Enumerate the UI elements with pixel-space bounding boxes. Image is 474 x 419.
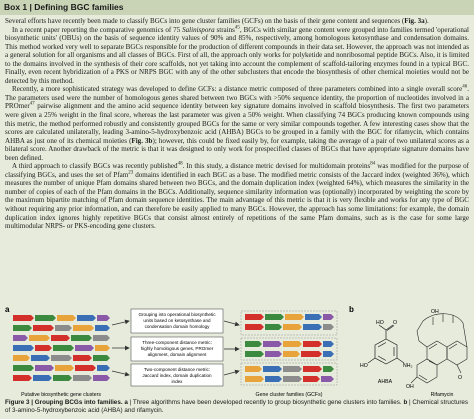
flow-arrow (112, 321, 129, 325)
gene-cluster-row (245, 314, 334, 320)
gene-arrow (71, 335, 92, 341)
panel-a-label: a (5, 305, 10, 314)
svg-text:Jaccard index, domain duplicat: Jaccard index, domain duplication (142, 373, 212, 378)
gene-arrow (13, 355, 30, 361)
gene-arrow (93, 335, 110, 341)
gene-arrow (35, 345, 52, 351)
gene-cluster-row (13, 375, 110, 381)
gene-arrow (53, 375, 72, 381)
gene-arrow (13, 335, 28, 341)
gene-arrow (13, 365, 34, 371)
gene-cluster-row (13, 345, 110, 351)
gene-cluster-row (245, 341, 334, 347)
rifamycin-structure (411, 314, 467, 383)
flow-arrow (224, 371, 239, 375)
svg-text:index: index (171, 379, 183, 384)
paragraph-3: Recently, a more sophisticated strategy was developed to define GCFs: a distance metric composed of three parameters combined into a single overall score$^{46}$. The parameters used were the number of homologous genes shared between two BGCs with >50% sequence identity, the proportion of nucleotides involved in a PROmer$^{47}$ pairwise alignment and the amino acid sequence identity between key signature domains involved in scaffold biosynthesis. The first two parameters were given a 25% weight in the final score, whereas the last parameter was given a 50% weight. When classifying 74 BGCs producing known compounds using this metric, the method performed robustly and consistently grouped BGCs for the same or very similar compounds together. A few interesting cases show that the scores are calculated unilaterally, leading 3-amino-5-hydroxybenzoic acid (AHBA) BGCs to be grouped in a family with the BGC for rifamycin, which contains AHBA as just one of its chemical moieties (Fig. 3b); however, this could be fixed easily by, for example, taking the average of a pair of two unilateral scores as a bilateral score. Another drawback of the metric is that it was designed to only work for prespecified classes of BGCs that have appropriate signature domains have been defined. (5, 85, 469, 162)
gene-cluster-families (241, 311, 337, 385)
gene-arrow (53, 345, 74, 351)
svg-text:alignment, domain alignment: alignment, domain alignment (147, 352, 207, 357)
gcf-label: Gene cluster families (GCFs) (255, 392, 323, 398)
figure-reference[interactable]: Fig. 3b (131, 136, 153, 145)
gene-arrow (13, 345, 34, 351)
box-body-text (5, 17, 469, 231)
gene-arrow (33, 375, 52, 381)
gene-arrow (55, 365, 74, 371)
gene-cluster-row (13, 355, 110, 361)
ahba-label: AHBA (377, 379, 393, 385)
caption-a-text: | Three algorithms have been developed recently to group biosynthetic gene clusters into families. (127, 399, 402, 406)
gene-arrow (51, 355, 72, 361)
gene-arrow (97, 315, 110, 321)
gene-arrow (31, 355, 50, 361)
box-header: Box 1 | Defining BGC families (0, 0, 474, 15)
method-box-three-component (131, 337, 223, 361)
gene-cluster-row (13, 315, 110, 321)
gene-arrow (75, 365, 96, 371)
svg-text:Two-component distance metric:: Two-component distance metric: (143, 367, 211, 372)
gene-cluster-row (245, 376, 334, 382)
panel-b-label: b (349, 305, 354, 314)
gene-arrow (35, 315, 56, 321)
citation[interactable]: 47 (29, 102, 35, 108)
caption-lead: Figure 3 | Grouping BCGs into families. (5, 399, 123, 406)
citation[interactable]: 84 (370, 161, 376, 167)
svg-text:Grouping into operational bios: Grouping into operational biosynthetic (138, 312, 216, 317)
ahba-oh-label: HO (376, 320, 384, 326)
gene-arrow (77, 315, 96, 321)
gene-arrow (95, 325, 110, 331)
gene-arrow (57, 315, 76, 321)
method-box-obu (131, 309, 223, 333)
flow-arrow (224, 321, 239, 325)
gene-cluster-row (245, 366, 334, 372)
caption-a-label: a (124, 399, 128, 406)
method-box-two-component (131, 364, 223, 386)
gene-arrow (51, 335, 70, 341)
gene-arrow (13, 325, 32, 331)
gene-arrow (55, 325, 72, 331)
paragraph-4: A third approach to classify BGCs was recently published$^{48}$. In this study, a distance metric devised for multidomain proteins$^{84}$ was modified for the purpose of classifying BGCs, and uses the set of Pfam$^{23}$ domains identified in each BGC as a base. The modified metric consists of the Jaccard index (weighted 36%), which measures the number of unique Pfam domains shared between two BGCs, and the domain duplication index (weighted 64%), which measures the similarity in the number of copies of each of the Pfam domains in the BGCs. Additionally, sequence similarity information was (optionally) incorporated by weighting the score by the maximum bipartite matching of Pfam domain sequence identities. The main advantage of this metric is that it is very flexible and works for any type of BGC without requiring any prior information, and can therefore be easily applied to many BGCs. However, the approach has some limitations: for example, the domain duplication index ignores highly repetitive BGCs that consist almost entirely of repetitions of the same Pfam domains, such as is the case for some large multimodular NRPS- or PKS-encoding gene clusters. (5, 161, 469, 231)
gene-cluster-row (13, 335, 110, 341)
ahba-structure (368, 325, 404, 364)
caption-b-text: | Chemical structures of 3-amino-5-hydroxybenzoic acid (AHBA) and rifamycin. (5, 399, 469, 414)
svg-text:Three-component distance metri: Three-component distance metric: (142, 340, 212, 345)
figure-reference[interactable]: Fig. 3a (404, 17, 425, 25)
paragraph-2: In a recent paper reporting the comparative genomics of 75 Salinispora strains$^{45}$, BGCs with similar gene content were grouped into families termed 'operational biosynthetic units' (OBUs) on the basis of sequence identity values of 90% and 85%, respectively, among homologous ketosynthase and condensation domains. This method worked very well to separate BGCs responsible for the production of different compounds in their data set. However, the approach was not intended as a general solution for all organisms and all classes of BGCs. First of all, the approach only works for polyketide and nonribosomal peptide BGCs. Also, it is limited to the domains involved in the synthesis of their core scaffolds, not yet taking into account the complement of scaffold-tailoring enzymes found in a typical BGC. Finally, even recent hybridization of a PKS or NRPS BGC with any of the other subclusters that encode the biosynthesis of other chemical moieties would not be detected by this method. (5, 25, 469, 85)
gene-cluster-row (245, 351, 334, 357)
gene-arrow (73, 375, 92, 381)
gene-cluster-row (13, 365, 110, 371)
figure-3-diagram (3, 303, 471, 399)
gene-arrow (29, 335, 50, 341)
ahba-nh2-label: NH₂ (403, 363, 413, 369)
ahba-o-label: O (393, 320, 398, 326)
rifamycin-oh-label-2: OH (406, 384, 414, 390)
citation[interactable]: 23 (128, 170, 134, 176)
svg-text:units based on ketosynthase an: units based on ketosynthase and (143, 318, 211, 323)
gene-arrow (13, 375, 32, 381)
figure-caption (5, 399, 469, 415)
svg-text:condensation domain homology: condensation domain homology (144, 324, 210, 329)
caption-b-label: b (403, 399, 408, 406)
flow-arrow (112, 371, 129, 375)
gene-arrow (95, 345, 110, 351)
gene-cluster-row (13, 325, 110, 331)
citation[interactable]: 45 (234, 25, 240, 31)
putative-clusters-label: Putative biosynthetic gene clusters (21, 392, 101, 398)
gene-arrow (33, 325, 54, 331)
rifamycin-o-label: O (458, 375, 463, 381)
gene-arrow (13, 315, 34, 321)
gene-arrow (73, 325, 94, 331)
citation[interactable]: 48 (177, 161, 183, 167)
rifamycin-label: Rifamycin (430, 392, 454, 398)
paragraph-1: Several efforts have recently been made to classify BGCs into gene cluster families (GCFs) on the basis of their gene content and sequences (Fig. 3a). (5, 17, 429, 25)
gene-arrow (93, 375, 110, 381)
citation[interactable]: 46 (462, 85, 468, 91)
gene-arrow (35, 365, 54, 371)
figure-3 (3, 303, 471, 399)
gene-arrow (97, 365, 110, 371)
rifamycin-oh-label: OH (431, 309, 439, 315)
gene-cluster-row (245, 324, 334, 330)
gene-arrow (75, 345, 94, 351)
svg-text:highly homologous genes, PROme: highly homologous genes, PROmer (140, 346, 214, 351)
gene-arrow (73, 355, 92, 361)
ahba-ho-label: HO (360, 363, 368, 369)
gene-arrow (93, 355, 110, 361)
putative-gene-clusters (13, 315, 110, 381)
